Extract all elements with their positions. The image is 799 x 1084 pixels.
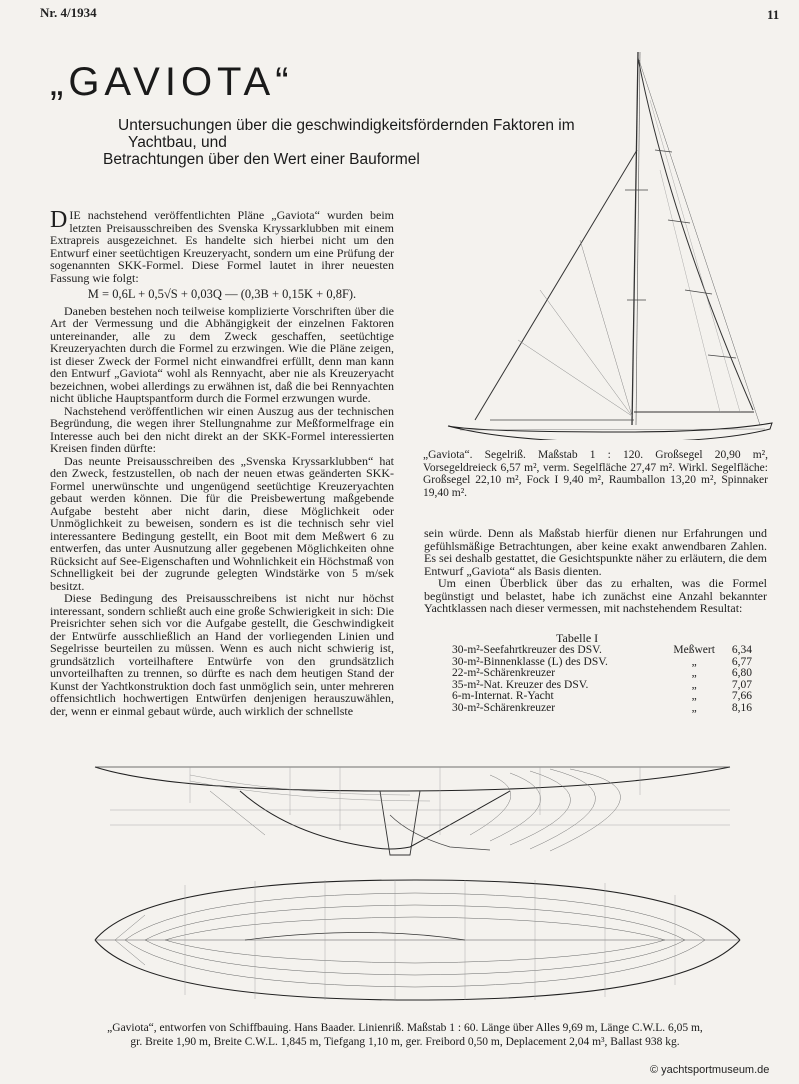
- paragraph-5: Diese Bedingung des Preisausschreibens ist nicht nur höchst interessant, sondern schließt auch eine große Schwierigkeit in sich: Die Preisrichter sehen sich vor die Aufgabe gestellt, die Geschwindigkeit der Entwürfe ausschließlich an Hand der vorliegenden Linien und Segelrisse beurteilen zu müssen. Wenn es auch nicht schwierig ist, grundsätzlich vorteilhaftere Entwürfe von den grundsätzlich unvorteilhaften zu trennen, so dürfte es nach dem heutigen Stand der Kunst der Yachtkonstruktion doch fast unmöglich sein, unter mehreren offensichtlich hochwertigen Entwürfen denjenigen herauszuwählen, der, wenn er einmal gebaut würde, auch wirklich der schnellste: [50, 591, 394, 718]
- table-cell-value: 7,07: [731, 678, 752, 691]
- right-column: [424, 527, 767, 615]
- table-row: [452, 645, 752, 657]
- left-column: [50, 209, 394, 717]
- drop-cap: D: [50, 207, 68, 233]
- table-cell-mark: „: [691, 667, 697, 679]
- table-cell-mark: „: [691, 701, 697, 714]
- right-paragraph-1: sein würde. Denn als Maßstab hierfür dienen nur Erfahrungen und gefühlsmäßige Betrachtungen, aber keine exakt anwendbaren Zahlen. Es sei deshalb gestattet, die Gesichtspunkte näher zu erläutern, die dem Entwurf „Gaviota“ als Basis dienten.: [424, 526, 767, 578]
- table-title: Tabelle I: [556, 631, 599, 645]
- lines-plan-caption: [40, 1021, 770, 1049]
- watermark-text: yachtsportmuseum.de: [661, 1064, 770, 1076]
- table-cell-value: 6,34: [731, 644, 752, 656]
- right-paragraph-2: Um einen Überblick über das zu erhalten, was die Formel begünstigt und belastet, habe ich zunächst eine Anzahl bekannter Yachtklassen nach dieser vermessen, mit nachstehendem Resultat:: [424, 576, 767, 615]
- lines-plan-profile: [90, 755, 740, 865]
- lines-caption-line-1: „Gaviota“, entworfen von Schiffbauing. Hans Baader. Linienriß. Maßstab 1 : 60. Länge über Alles 9,69 m, Länge C.W.L. 6,05 m,: [107, 1022, 703, 1034]
- page-number: 11: [767, 7, 780, 22]
- table-cell-value: 7,66: [731, 690, 752, 702]
- subtitle-line-2: Yachtbau, und: [128, 134, 227, 151]
- table-cell-mark: „: [691, 690, 697, 702]
- table-cell-class: 35-m²-Nat. Kreuzer des DSV.: [452, 678, 589, 691]
- lines-plan-half-breadth: [85, 875, 750, 1005]
- table-cell-value: 8,16: [731, 701, 752, 714]
- paragraph-2: Daneben bestehen noch teilweise komplizierte Vorschriften über die Art der Vermessung und die Abhängigkeit der einzelnen Faktoren untereinander, alle zu dem Zweck geschaffen, seetüchtige Kreuzeryachten durch die Formel zu erzwingen. Wie die Pläne zeigen, ist dieser Zweck der Formel nicht einwandfrei erfüllt, denn man kann den Entwurf „Gaviota“ wohl als Rennyacht, aber nie als Kreuzeryacht bezeichnen, wobei allerdings zu erwähnen ist, daß die bei Rennyachten nicht übliche Hauptspantform durch die Formel erzwungen wurde.: [50, 303, 394, 405]
- issue-number: Nr. 4/1934: [40, 5, 97, 20]
- table-cell-class: 30-m²-Binnenklasse (L) des DSV.: [452, 655, 608, 668]
- paragraph-4: Das neunte Preisausschreiben des „Svenska Kryssarklubben“ hat den Zweck, festzustellen, ob nach der neuen etwas geänderten SKK-Formel unerwünschte und ungenügend seetüchtige Kreuzeryachten gebaut werden können. Die für die Preisbewertung maßgebende Aufgabe besteht aber nicht darin, diese Möglichkeit oder Unmöglichkeit zu beweisen, sondern es ist die technisch sehr viel interessantere Bedingung gestellt, ein Boot mit dem Meßwert 6 zu entwerfen, das unter Ausnutzung aller gegebenen Möglichkeiten ohne Rücksicht auf See-Eigenschaften und Wohnlichkeit ein Höchstmaß von Schnelligkeit bei der zugrunde gelegten Windstärke von 5 m/sek besitzt.: [50, 453, 394, 593]
- table-cell-value: 6,77: [731, 655, 752, 668]
- table-cell-class: 30-m²-Schärenkreuzer: [452, 701, 556, 714]
- sail-caption-text: Segelriß. Maßstab 1 : 120. Großsegel 20,90 m², Vorsegeldreieck 6,57 m², verm. Segelfläche 27,47 m². Wirkl. Segelfläche: Großsegel 22,10 m², Fock I 9,40 m², Raumballon 13,20 m², Spinnaker 19,40 m².: [423, 449, 769, 499]
- subtitle-line-3: Betrachtungen über den Wert einer Bauformel: [103, 151, 420, 168]
- table-row: [452, 691, 752, 703]
- article-title: „GAVIOTA“: [50, 60, 294, 104]
- measurement-table: [452, 645, 752, 714]
- sail-plan-caption: [423, 449, 768, 499]
- watermark: [650, 1064, 769, 1076]
- table-cell-class: 22-m²-Schärenkreuzer: [452, 667, 556, 679]
- formula: M = 0,6L + 0,5√S + 0,03Q — (0,3B + 0,15K + 0,8F).: [87, 287, 357, 301]
- table-row: [452, 668, 752, 680]
- sail-plan-drawing: [420, 40, 780, 440]
- table-cell-value: 6,80: [731, 667, 752, 679]
- copyright-icon: ©: [650, 1064, 659, 1076]
- table-row: [452, 703, 752, 715]
- table-cell-mark: Meßwert: [673, 644, 715, 656]
- table-cell-mark: „: [691, 655, 697, 668]
- paragraph-3: Nachstehend veröffentlichen wir einen Auszug aus der technischen Begründung, die wegen ihrer Stellungnahme zur Meßformelfrage ein Interesse auch bei den nicht direkt an der SKK-Formel interessierten Kreisen finden dürfte:: [50, 403, 394, 455]
- table-cell-class: 30-m²-Seefahrtkreuzer des DSV.: [452, 644, 602, 656]
- table-cell-class: 6-m-Internat. R-Yacht: [452, 690, 554, 702]
- paragraph-1: DIE nachstehend veröffentlichten Pläne „Gaviota“ wurden beim letzten Preisausschreiben des Svenska Kryssarklubben mit einem Extrapreis ausgezeichnet. Es handelte sich hierbei nicht um den Entwurf einer seetüchtigen Kreuzeryacht, sondern um eine Prüfung der sogenannten SKK-Formel. Diese Formel lautet in ihrer neuesten Fassung wie folgt:: [50, 207, 394, 285]
- lines-caption-line-2: gr. Breite 1,90 m, Breite C.W.L. 1,845 m, Tiefgang 1,10 m, ger. Freibord 0,50 m, Deplacement 2,04 m³, Ballast 938 kg.: [130, 1036, 680, 1048]
- table-cell-mark: „: [691, 678, 697, 691]
- sail-caption-name: „Gaviota“.: [423, 449, 473, 461]
- subtitle-line-1: Untersuchungen über die geschwindigkeitsfördernden Faktoren im: [118, 117, 575, 134]
